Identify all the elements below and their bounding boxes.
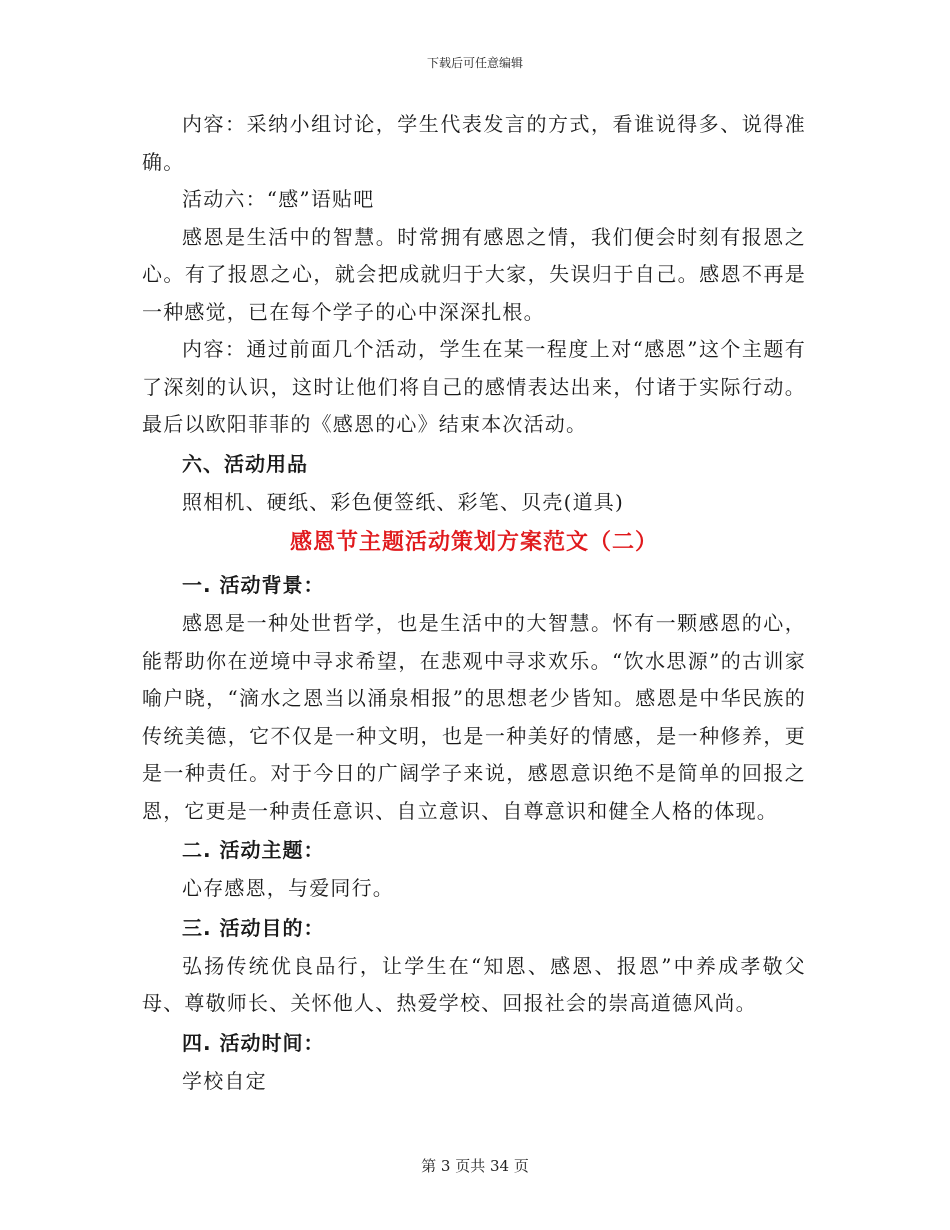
page-footer: 第 3 页共 34 页 bbox=[421, 1157, 529, 1175]
page-header: 下载后可任意编辑 bbox=[426, 56, 523, 70]
section-heading-purpose: 三. 活动目的： bbox=[182, 915, 325, 940]
paragraph-content-discussion: 内容：采纳小组讨论，学生代表发言的方式，看谁说得多、说得准确。 bbox=[142, 112, 806, 174]
paragraph-background: 感恩是一种处世哲学，也是生活中的大智慧。怀有一颗感恩的心，能帮助你在逆境中寻求希望，在悲观中寻求欢乐。“饮水思源”的古训家喻户晓，“滴水之恩当以涌泉相报”的思想老少皆知。感恩是中华民族的传统美德，它不仅是一种文明，也是一种美好的情感，是一种修养，更是一种责任。对于今日的广阔学子来说，感恩意识绝不是简单的回报之恩，它更是一种责任意识、自立意识、自尊意识和健全人格的体现。 bbox=[142, 611, 806, 823]
document-title: 感恩节主题活动策划方案范文（二） bbox=[289, 530, 658, 555]
section-heading-supplies: 六、活动用品 bbox=[182, 451, 308, 476]
paragraph-activity-six: 活动六：“感”语贴吧 bbox=[182, 187, 375, 211]
paragraph-gratitude-wisdom: 感恩是生活中的智慧。时常拥有感恩之情，我们便会时刻有报恩之心。有了报恩之心，就会把成就归于大家，失误归于自己。感恩不再是一种感觉，已在每个学子的心中深深扎根。 bbox=[142, 224, 806, 324]
paragraph-theme: 心存感恩，与爱同行。 bbox=[182, 876, 394, 900]
paragraph-supplies: 照相机、硬纸、彩色便签纸、彩笔、贝壳(道具) bbox=[182, 489, 625, 514]
paragraph-content-summary: 内容：通过前面几个活动，学生在某一程度上对“感恩”这个主题有了深刻的认识，这时让他们将自己的感情表达出来，付诸于实际行动。最后以欧阳菲菲的《感恩的心》结束本次活动。 bbox=[142, 337, 806, 436]
section-heading-background: 一. 活动背景： bbox=[182, 573, 325, 597]
paragraph-time: 学校自定 bbox=[182, 1068, 267, 1093]
section-heading-theme: 二. 活动主题： bbox=[182, 838, 325, 862]
section-heading-time: 四. 活动时间： bbox=[182, 1030, 325, 1055]
document-body bbox=[142, 106, 806, 1100]
paragraph-purpose: 弘扬传统优良品行，让学生在“知恩、感恩、报恩”中养成孝敬父母、尊敬师长、关怀他人、热爱学校、回报社会的崇高道德风尚。 bbox=[142, 953, 806, 1015]
